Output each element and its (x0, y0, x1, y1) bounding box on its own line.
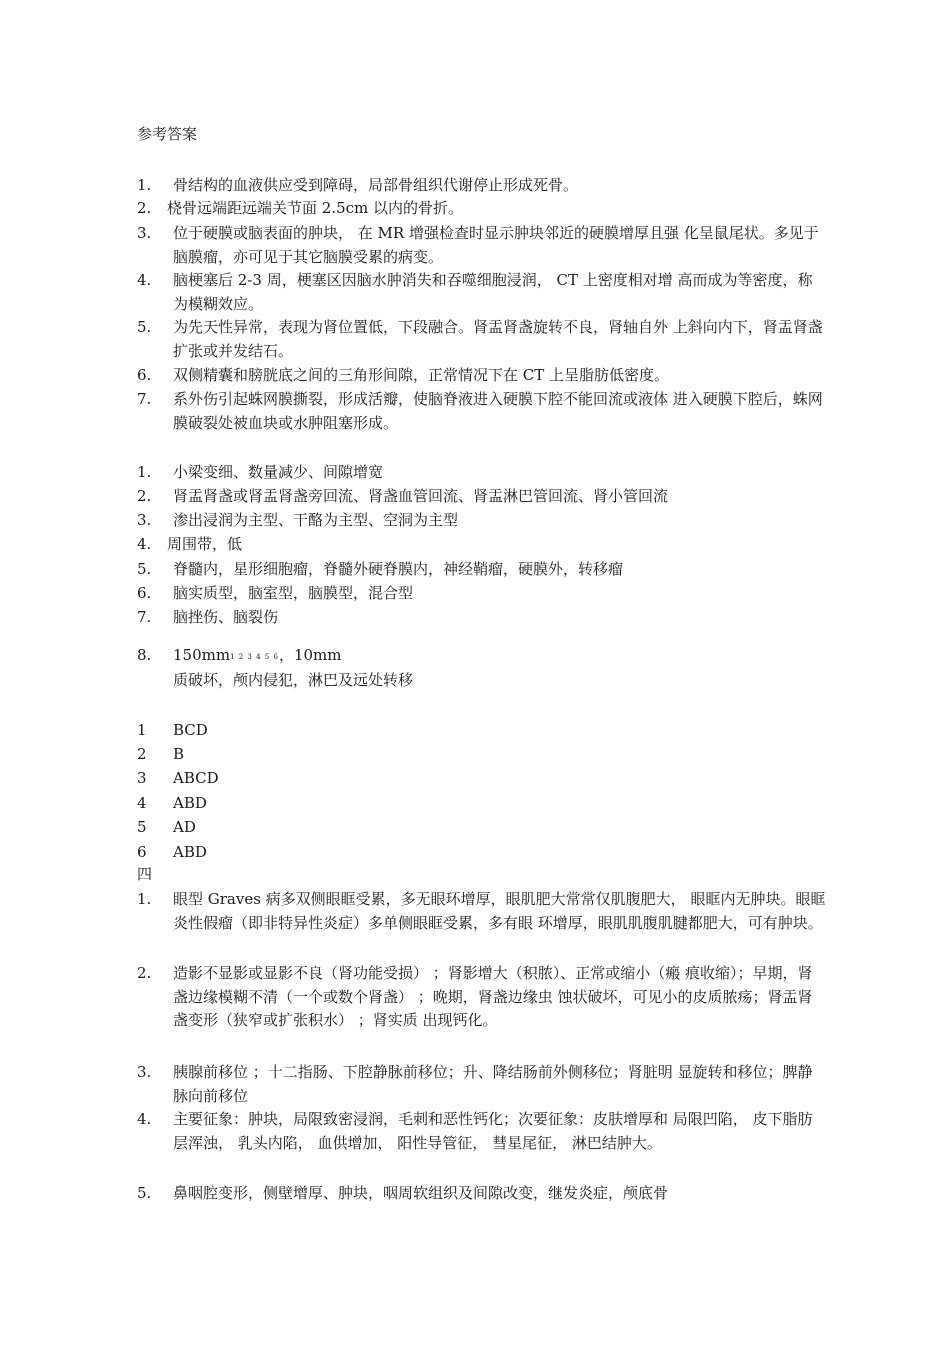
section4-item (137, 888, 827, 935)
mc-answer-row (137, 842, 207, 862)
section2-item (137, 644, 827, 670)
item-number: 6. (137, 584, 152, 602)
item-text: 桡骨远端距远端关节面 2.5cm 以内的骨折。 (167, 199, 464, 217)
item-number: 5. (137, 1184, 152, 1202)
section1-item (137, 197, 827, 221)
mc-answer-row (137, 793, 207, 813)
mc-answer: B (173, 745, 185, 763)
item-number: 8. (137, 646, 152, 664)
item-number: 2. (137, 964, 152, 982)
item-number: 2. (137, 487, 152, 505)
mc-answer: BCD (173, 721, 208, 739)
item-text: 脑梗塞后 2-3 周，梗塞区因脑水肿消失和吞噬细胞浸润， CT 上密度相对增 高而成为等密度，称为模糊效应。 (173, 271, 813, 313)
item-text: 脑挫伤、脑裂伤 (173, 608, 279, 626)
item-text: 鼻咽腔变形，侧壁增厚、肿块，咽周软组织及间隙改变，继发炎症，颅底骨 (173, 1184, 669, 1202)
section4-item (137, 1108, 827, 1155)
mc-number: 4 (137, 794, 147, 812)
item-text: 小梁变细、数量减少、间隙增宽 (173, 463, 384, 481)
item-text: 系外伤引起蛛网膜撕裂，形成活瓣，使脑脊液进入硬膜下腔不能回流或液体 进入硬膜下腔后，蛛网膜破裂处被血块或水肿阻塞形成。 (173, 390, 823, 432)
item-number: 1. (137, 463, 152, 481)
section1-item (137, 388, 827, 435)
item-text: 肾盂肾盏或肾盂肾盏旁回流、肾盏血管回流、肾盂淋巴管回流、肾小管回流 (173, 487, 669, 505)
item-text: 双侧精囊和膀胱底之间的三角形间隙，正常情况下在 CT 上呈脂肪低密度。 (173, 366, 670, 384)
item-number: 7. (137, 390, 152, 408)
item-text-b: ，10mm (278, 646, 342, 664)
item-text: 为先天性异常，表现为肾位置低，下段融合。肾盂肾盏旋转不良，肾轴自外 上斜向内下，肾盂肾盏扩张或并发结石。 (173, 318, 823, 360)
item-number: 5. (137, 560, 152, 578)
mc-number: 1 (137, 721, 147, 739)
mc-answer-row (137, 817, 196, 837)
section2-item (137, 606, 827, 630)
section1-item (137, 316, 827, 363)
section4-heading: 四 (137, 865, 153, 883)
item-number: 3. (137, 224, 152, 242)
section4-item (137, 1182, 827, 1206)
item-text: 渗出浸润为主型、干酪为主型、空洞为主型 (173, 511, 459, 529)
item-text-tiny: 1 2 3 4 5 6 (230, 653, 279, 661)
item-number: 3. (137, 511, 152, 529)
mc-number: 5 (137, 818, 147, 836)
section2-item (137, 509, 827, 533)
section1-item (137, 364, 827, 388)
item-number: 4. (137, 271, 152, 289)
mc-answer: ABCD (173, 769, 219, 787)
item-text (137, 644, 827, 670)
item-number: 7. (137, 608, 152, 626)
mc-number: 2 (137, 745, 147, 763)
item-number: 5. (137, 318, 152, 336)
section4-item (137, 962, 827, 1033)
mc-answer: ABD (173, 843, 207, 861)
page-title: 参考答案 (137, 125, 198, 143)
item-number: 4. (137, 535, 152, 553)
item-text: 骨结构的血液供应受到障碍，局部骨组织代谢停止形成死骨。 (173, 176, 579, 194)
item-text: 眼型 Graves 病多双侧眼眶受累，多无眼环增厚，眼肌肥大常常仅肌腹肥大， 眼眶内无肿块。眼眶炎性假瘤（即非特异性炎症）多单侧眼眶受累，多有眼 环增厚，眼肌肌腹肌腱都肥大，可有肿块。 (173, 890, 826, 932)
item-text-a: 150mm (173, 646, 231, 664)
item-text: 脊髓内，星形细胞瘤，脊髓外硬脊膜内，神经鞘瘤，硬膜外，转移瘤 (173, 560, 624, 578)
section4-item (137, 1061, 827, 1108)
item-text: 主要征象：肿块，局限致密浸润，毛刺和恶性钙化；次要征象：皮肤增厚和 局限凹陷， 皮下脂肪层浑浊， 乳头内陷， 血供增加， 阳性导管征， 彗星尾征， 淋巴结肿大。 (173, 1110, 813, 1152)
section2-item (137, 485, 827, 509)
item-text: 周围带，低 (167, 535, 243, 553)
section1-item (137, 174, 827, 198)
mc-number: 3 (137, 769, 147, 787)
item-text: 位于硬膜或脑表面的肿块， 在 MR 增强检查时显示肿块邻近的硬膜增厚且强 化呈鼠尾状。多见于脑膜瘤，亦可见于其它脑膜受累的病变。 (173, 224, 819, 266)
item-number: 1. (137, 176, 152, 194)
item-text: 胰腺前移位 ；十二指肠、下腔静脉前移位；升、降结肠前外侧移位；肾脏明 显旋转和移位；脾静脉向前移位 (173, 1063, 813, 1105)
item-number: 1. (137, 890, 152, 908)
section1-item (137, 222, 827, 269)
section1-item (137, 269, 827, 316)
section2-item-continuation: 质破坏，颅内侵犯，淋巴及远处转移 (173, 671, 414, 689)
item-number: 6. (137, 366, 152, 384)
item-number: 2. (137, 199, 152, 217)
item-number: 4. (137, 1110, 152, 1128)
mc-answer-row (137, 768, 219, 788)
section2-item (137, 558, 827, 582)
mc-number: 6 (137, 843, 147, 861)
item-number: 3. (137, 1063, 152, 1081)
section2-item (137, 461, 827, 485)
mc-answer: ABD (173, 794, 207, 812)
mc-answer-row (137, 744, 184, 764)
item-text: 造影不显影或显影不良（肾功能受损） ；肾影增大（积脓）、正常或缩小（瘢 痕收缩）；早期，肾盏边缘模糊不清（一个或数个肾盏） ；晚期，肾盏边缘虫 蚀状破坏，可见小的皮质脓疡；肾盂肾盏变形（狭窄或扩张积水） ；肾实质 出现钙化。 (173, 964, 813, 1029)
mc-answer-row (137, 720, 208, 740)
item-text: 脑实质型，脑室型，脑膜型，混合型 (173, 584, 414, 602)
section2-item (137, 533, 827, 557)
section2-item (137, 582, 827, 606)
mc-answer: AD (173, 818, 196, 836)
